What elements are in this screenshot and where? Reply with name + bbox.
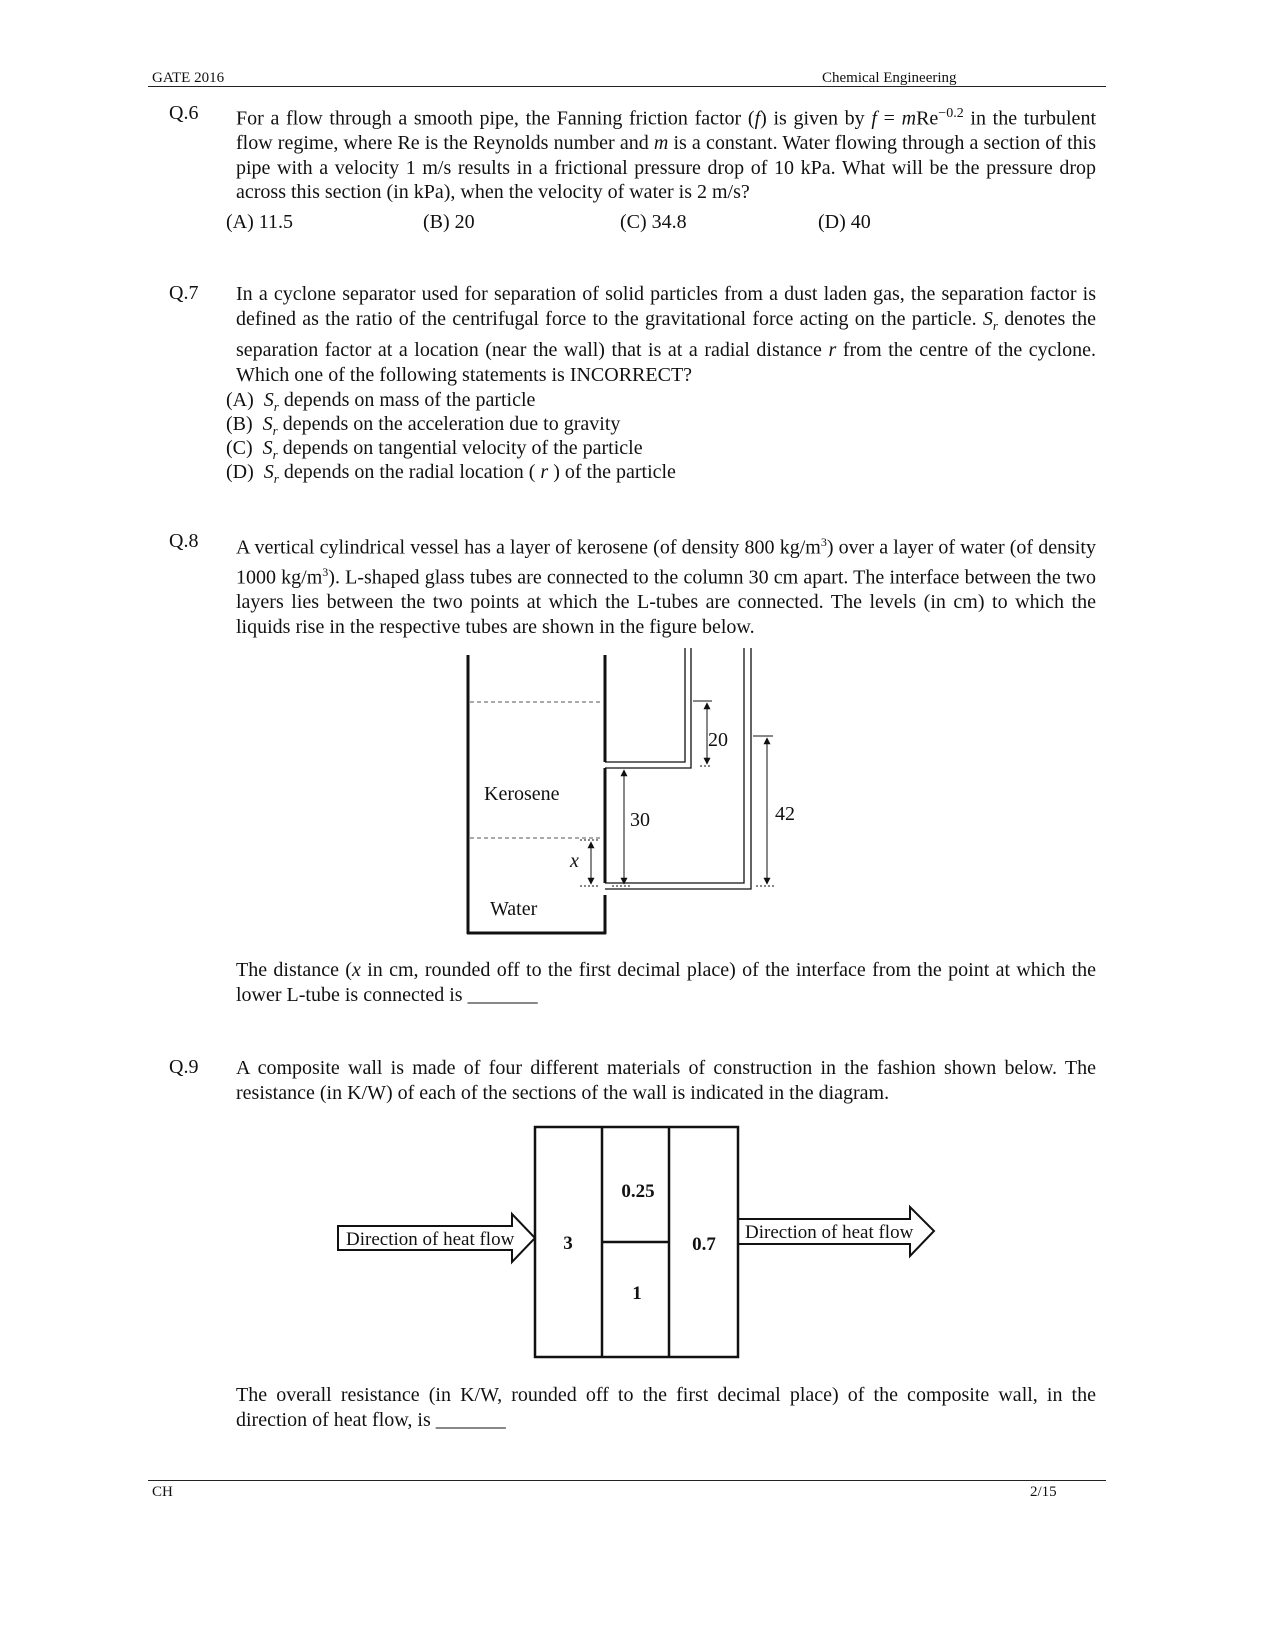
- header-right: Chemical Engineering: [822, 70, 957, 86]
- q6-t2: ) is given by: [760, 107, 872, 130]
- q6-option-c: (C) 34.8: [620, 211, 687, 233]
- heat-flow-in-label: Direction of heat flow: [346, 1229, 515, 1250]
- q8-ax: x: [351, 959, 361, 981]
- q7-t1: In a cyclone separator used for separation of solid particles from a dust laden gas, the separation factor is defined as the ratio of the centrifugal force to the gravitational force acting on the particle.: [236, 283, 1096, 330]
- q7-option-d-tail: ) of the particle: [548, 461, 676, 483]
- q6-t5: is a constant. Water flowing through a section of this pipe with a velocity 1 m/s results in a frictional pressure drop of 10 kPa. What will be the pressure drop across this section (in kPa), when the velocity of water is 2 m/s?: [236, 132, 1096, 204]
- q7-s: S: [982, 307, 993, 330]
- q7-option-d-r: r: [540, 461, 549, 483]
- water-label: Water: [490, 898, 538, 920]
- header-left: GATE 2016: [152, 70, 225, 86]
- q7-option-a-text: depends on mass of the particle: [278, 389, 536, 411]
- q9-answer-text: The overall resistance (in K/W, rounded off to the first decimal place) of the composite wall, in the direction of heat flow, is _______: [236, 1384, 1096, 1431]
- q8-t3: ). L-shaped glass tubes are connected to the column 30 cm apart. The interface between the two layers lies between the two points at which the L-tubes are connected. The levels (in cm) to which the liquids rise in the respective tubes are shown in the figure below.: [236, 566, 1096, 638]
- q7-option-b-s: S: [262, 413, 273, 435]
- wall-section-4-resistance: 0.7: [692, 1234, 716, 1255]
- q6-f1: f: [754, 107, 761, 130]
- q6-m2: m: [653, 132, 669, 155]
- dim-30-label: 30: [630, 809, 650, 831]
- q6-option-b: (B) 20: [423, 211, 475, 233]
- q7-option-a-sub: r: [273, 399, 279, 414]
- wall-section-3-resistance: 1: [632, 1283, 642, 1304]
- q6-f2: f: [871, 107, 877, 130]
- kerosene-label: Kerosene: [484, 783, 560, 805]
- q6-option-d: (D) 40: [818, 211, 871, 233]
- q7-t2: denotes the separation factor at a location (near the wall) that is at a radial distance: [236, 307, 1096, 361]
- q6-t4: in the turbulent flow regime, where Re is the Reynolds number and: [236, 107, 1096, 155]
- q8-t1: A vertical cylindrical vessel has a layer of kerosene (of density 800 kg/m: [236, 536, 821, 559]
- q7-t3: from the centre of the cyclone. Which one of the following statements is INCORRECT?: [236, 339, 1096, 386]
- q7-option-c-sub: r: [272, 447, 278, 462]
- q6-m1: m: [901, 107, 917, 130]
- q6-number: Q.6: [169, 102, 199, 124]
- q7-number: Q.7: [169, 282, 199, 304]
- q7-option-b-sub: r: [272, 423, 278, 438]
- q7-option-d-text: depends on the radial location (: [278, 461, 541, 483]
- footer-right: 2/15: [1030, 1484, 1057, 1500]
- q7-option-a-label: (A): [226, 389, 254, 411]
- q8-number: Q.8: [169, 530, 199, 552]
- q7-option-c-s: S: [262, 437, 273, 459]
- q8-sup2: 3: [322, 565, 329, 580]
- footer-rule: [148, 1480, 1106, 1481]
- q8-a2: in cm, rounded off to the first decimal place) of the interface from the point at which the lower L-tube is connected is _______: [236, 959, 1097, 1006]
- q7-sub: r: [992, 317, 998, 333]
- q6-t3: =: [876, 107, 902, 130]
- q6-re: Re: [916, 107, 939, 130]
- wall-section-2-resistance: 0.25: [621, 1181, 655, 1202]
- q7-option-d-s: S: [263, 461, 274, 483]
- q9-text: A composite wall is made of four different materials of construction in the fashion shown below. The resistance (in K/W) of each of the sections of the wall is indicated in the diagram.: [236, 1057, 1096, 1104]
- q7-option-c-label: (C): [226, 437, 253, 459]
- q7-option-d-label: (D): [226, 461, 254, 483]
- q8-a1: The distance (: [236, 959, 352, 981]
- q6-t1: For a flow through a smooth pipe, the Fanning friction factor (: [236, 107, 755, 130]
- q6-exp: −0.2: [938, 106, 964, 121]
- footer-left: CH: [152, 1484, 173, 1500]
- heat-flow-out-label: Direction of heat flow: [745, 1222, 914, 1243]
- dim-42-label: 42: [775, 803, 795, 825]
- q7-option-c-text: depends on tangential velocity of the particle: [277, 437, 643, 459]
- q7-option-d-sub: r: [273, 471, 279, 486]
- q7-option-a-s: S: [263, 389, 274, 411]
- dim-20-label: 20: [708, 729, 728, 751]
- q6-option-a: (A) 11.5: [226, 211, 294, 233]
- dim-x-label: x: [570, 850, 579, 872]
- wall-section-1-resistance: 3: [563, 1233, 573, 1254]
- q8-t2: ) over a layer of water (of density 1000 kg/m: [236, 536, 1096, 589]
- q8-sup1: 3: [820, 535, 827, 549]
- q7-option-b-text: depends on the acceleration due to gravity: [277, 413, 621, 435]
- q7-option-b-label: (B): [226, 413, 253, 435]
- q7-r: r: [828, 339, 837, 361]
- q9-number: Q.9: [169, 1056, 199, 1078]
